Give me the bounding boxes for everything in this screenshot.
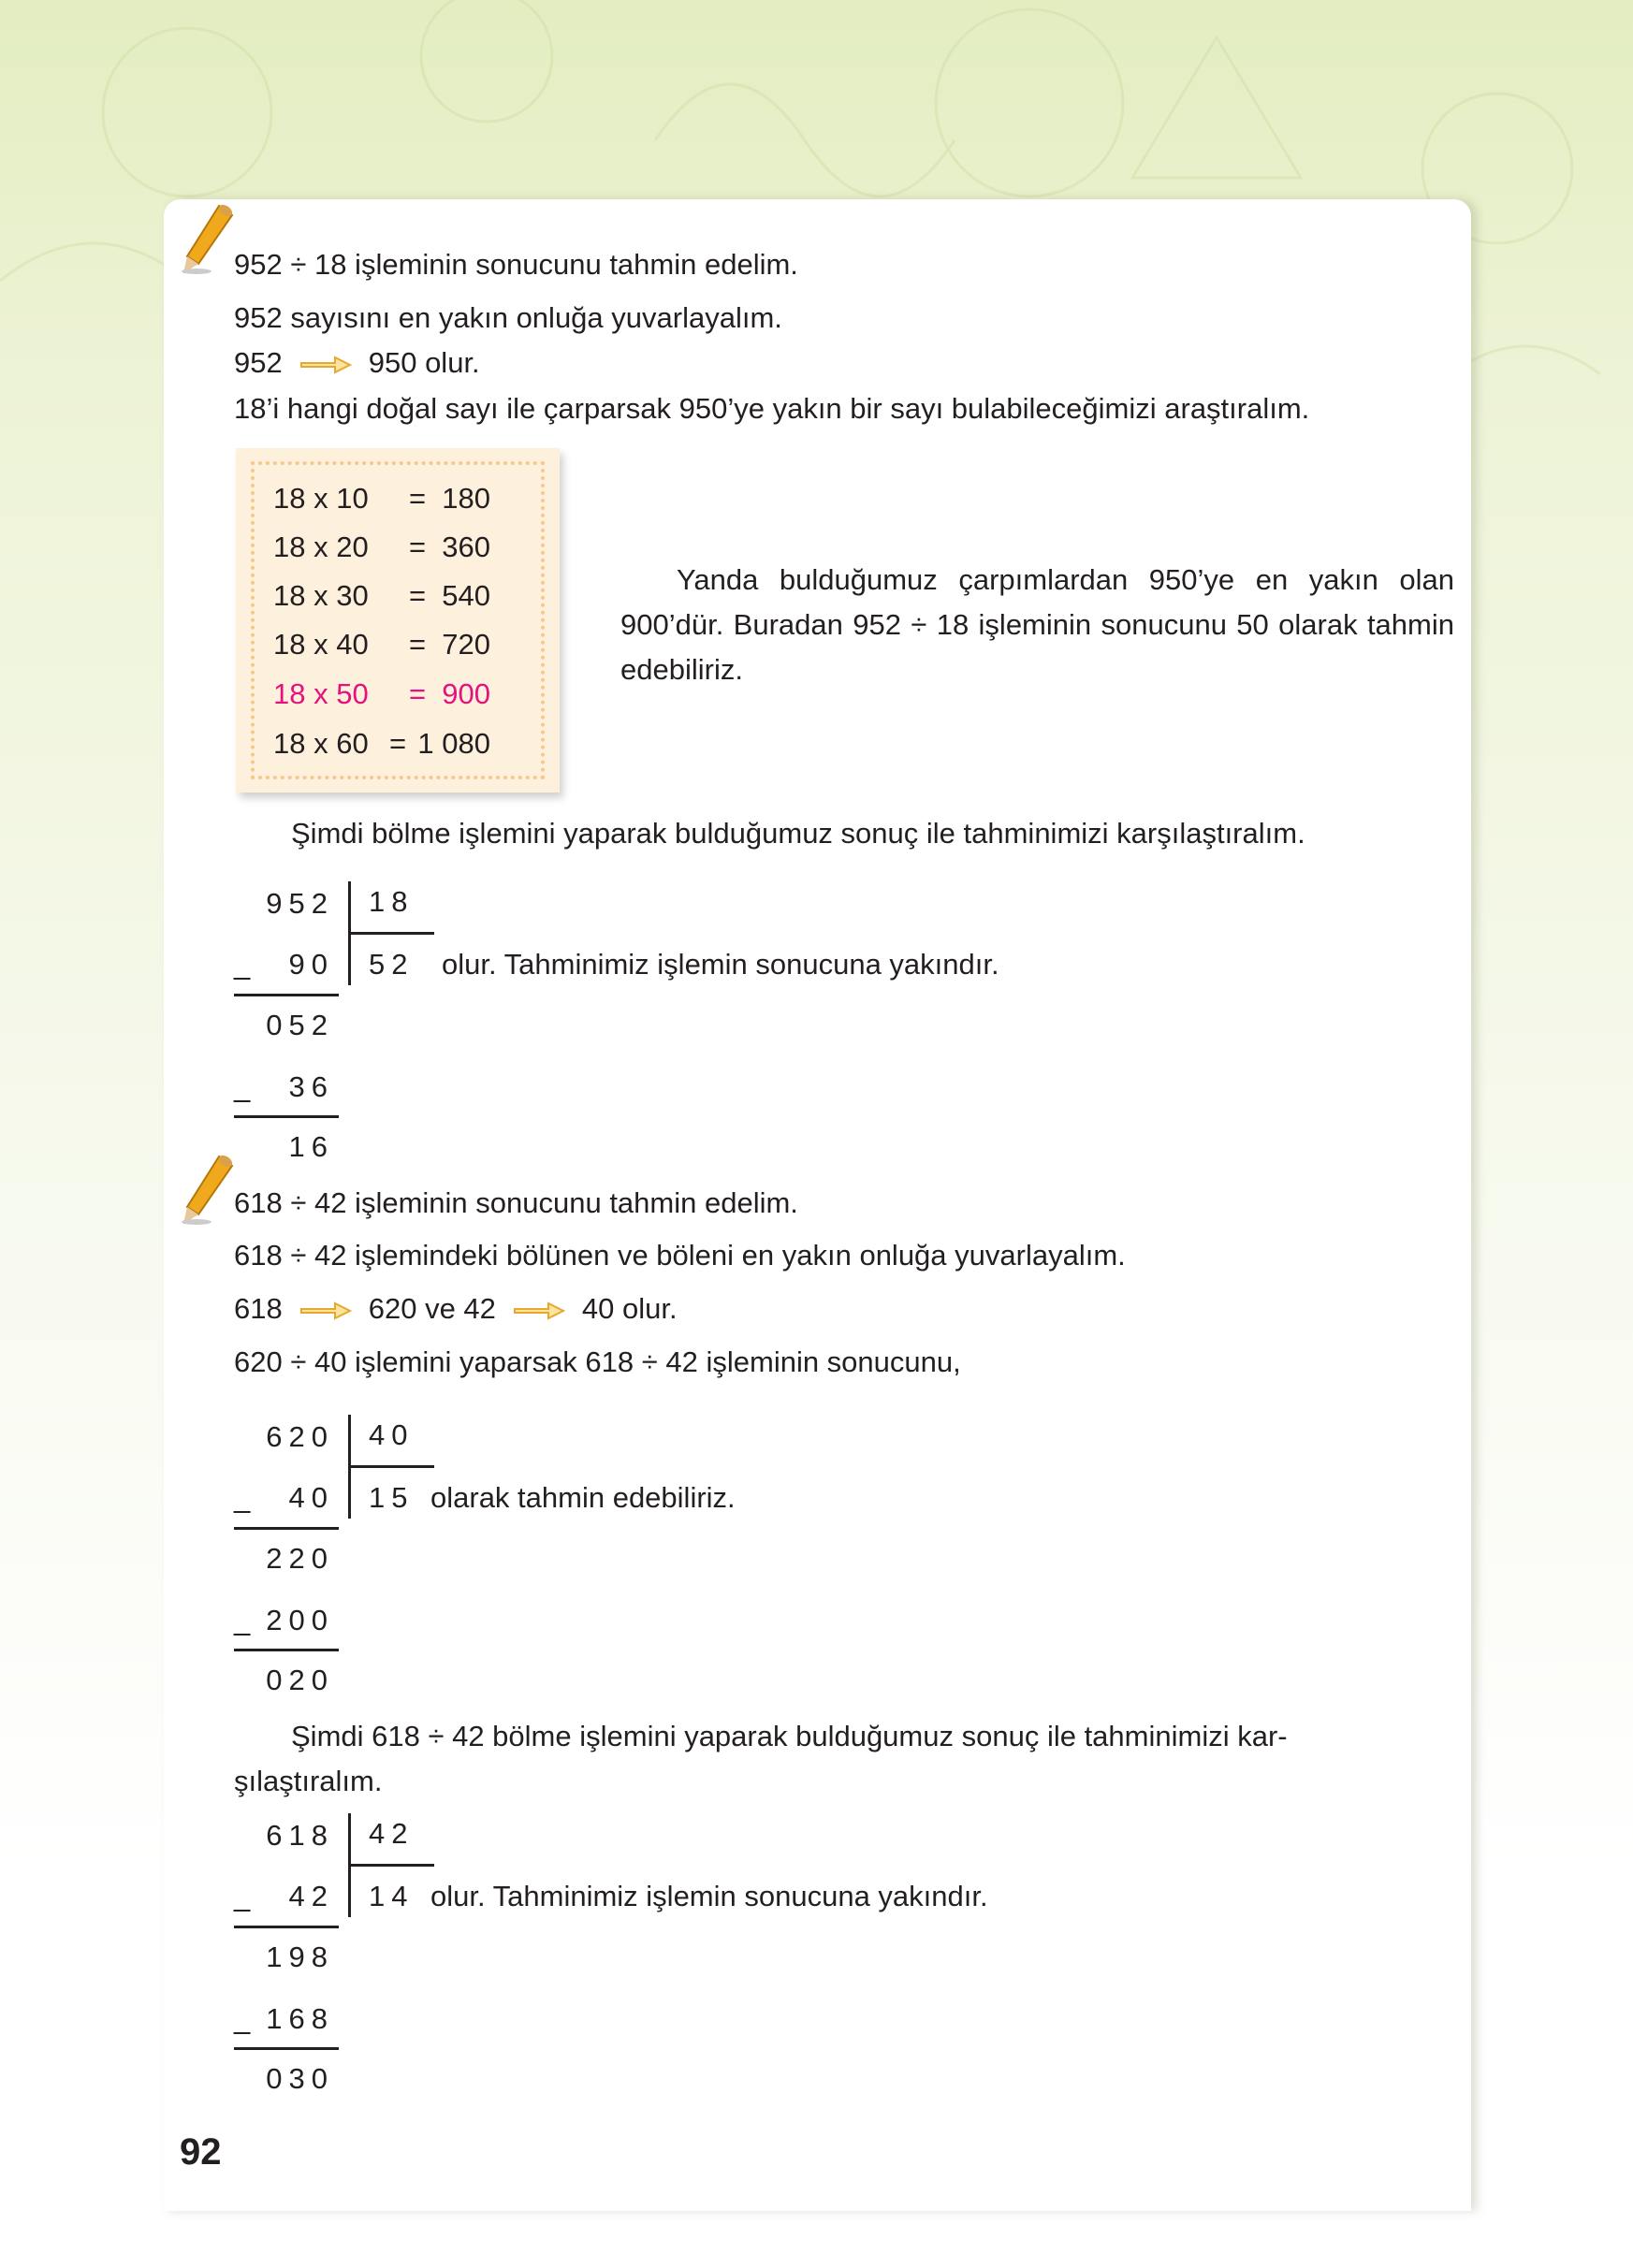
- long-division-618-42: [0, 1819, 1633, 2100]
- eq: =: [409, 531, 427, 563]
- eq: =: [409, 482, 427, 515]
- multiplication-table: [236, 448, 560, 792]
- subtrahend: 42: [288, 1880, 334, 1912]
- subtrahend: 200: [266, 1604, 334, 1636]
- minus-sign: _: [234, 948, 257, 981]
- round-from: 952: [234, 346, 283, 379]
- result: 900: [442, 677, 490, 710]
- section1-question: 18’i hangi doğal sayı ile çarparsak 950’ye yakın bir sayı bulabileceğimizi araştıralım.: [234, 392, 1310, 425]
- remainder: 052: [266, 1009, 334, 1041]
- quotient: 52: [369, 948, 415, 981]
- divisor: 40: [369, 1418, 415, 1451]
- section1-round-instruction: 952 sayısını en yakın onluğa yuvarlayalım.: [234, 301, 782, 334]
- expr: 18 x 50: [273, 677, 369, 710]
- expr: 18 x 10: [273, 482, 369, 515]
- section2-heading: 618 ÷ 42 işleminin sonucunu tahmin edelim.: [234, 1186, 798, 1219]
- pencil-icon: [178, 202, 238, 275]
- round-from: 618: [234, 1292, 283, 1325]
- subtrahend: 90: [288, 948, 334, 981]
- round-to: 40 olur.: [581, 1292, 678, 1325]
- dividend: 620: [266, 1420, 334, 1453]
- section1-heading: 952 ÷ 18 işleminin sonucunu tahmin edelim.: [234, 248, 798, 281]
- round-to: 620 ve 42: [368, 1292, 496, 1325]
- section1-explanation: Yanda bulduğumuz çarpımlardan 950’ye en yakın olan 900’dür. Buradan 952 ÷ 18 işleminin sonucunu 50 olarak tahmin edebiliriz.: [620, 563, 1454, 686]
- dividend: 952: [266, 887, 334, 920]
- table-row: [273, 482, 498, 516]
- division-note: olur. Tahminimiz işlemin sonucuna yakındır.: [430, 1880, 988, 1912]
- remainder: 030: [266, 2062, 334, 2095]
- section2-compare-line2: şılaştıralım.: [234, 1765, 383, 1797]
- section2-compare-line1: Şimdi 618 ÷ 42 bölme işlemini yaparak bulduğumuz sonuç ile tahminimizi kar-: [291, 1720, 1288, 1752]
- section1-compare: Şimdi bölme işlemini yaparak bulduğumuz sonuç ile tahminimizi karşılaştıralım.: [291, 817, 1305, 850]
- result: 180: [442, 482, 490, 515]
- pencil-icon: [178, 1153, 238, 1226]
- subtrahend: 40: [288, 1481, 334, 1514]
- subtraction-line: [234, 1527, 339, 1530]
- eq: =: [409, 579, 427, 612]
- minus-sign: _: [234, 1604, 257, 1636]
- minus-sign: _: [234, 1070, 257, 1103]
- division-note: olur. Tahminimiz işlemin sonucuna yakındır.: [442, 948, 999, 981]
- division-note: olarak tahmin edebiliriz.: [430, 1481, 736, 1514]
- arrow-right-icon: [299, 355, 352, 375]
- result: 720: [442, 628, 490, 661]
- eq: =: [409, 628, 427, 661]
- page-number: 92: [180, 2131, 222, 2173]
- subtraction-line: [234, 1649, 339, 1651]
- minus-sign: _: [234, 1481, 257, 1514]
- arrow-right-icon: [299, 1301, 352, 1321]
- table-row: [273, 628, 498, 662]
- section2-rounding: [234, 1292, 678, 1326]
- subtraction-line: [234, 1926, 339, 1928]
- subtrahend: 168: [266, 2002, 334, 2035]
- expr: 18 x 60: [273, 727, 369, 760]
- subtraction-line: [234, 1115, 339, 1118]
- eq: =: [389, 727, 407, 760]
- divisor-line: [348, 1864, 434, 1867]
- remainder: 198: [266, 1941, 334, 1973]
- table-row: [273, 531, 498, 564]
- round-to: 950 olur.: [368, 346, 480, 379]
- result: 360: [442, 531, 490, 563]
- eq: =: [409, 677, 427, 710]
- long-division-620-40: [0, 1420, 1633, 1701]
- subtrahend: 36: [288, 1070, 334, 1103]
- expr: 18 x 20: [273, 531, 369, 563]
- minus-sign: _: [234, 2002, 257, 2035]
- section1-rounding: [234, 346, 480, 380]
- result: 1 080: [417, 727, 490, 760]
- divisor-line: [348, 1465, 434, 1468]
- remainder: 16: [288, 1130, 334, 1163]
- quotient: 15: [369, 1481, 415, 1514]
- result: 540: [442, 579, 490, 612]
- arrow-right-icon: [513, 1301, 565, 1321]
- expr: 18 x 40: [273, 628, 369, 661]
- table-row: [273, 727, 498, 761]
- dividend: 618: [266, 1819, 334, 1852]
- subtraction-line: [234, 994, 339, 996]
- minus-sign: _: [234, 1880, 257, 1912]
- remainder: 220: [266, 1542, 334, 1575]
- table-row-highlighted: [273, 677, 498, 711]
- long-division-952-18: [0, 887, 1633, 1168]
- section2-round-instruction: 618 ÷ 42 işlemindeki bölünen ve böleni en yakın onluğa yuvarlayalım.: [234, 1239, 1126, 1272]
- divisor: 42: [369, 1817, 415, 1850]
- subtraction-line: [234, 2047, 339, 2050]
- expr: 18 x 30: [273, 579, 369, 612]
- quotient: 14: [369, 1880, 415, 1912]
- table-row: [273, 579, 498, 613]
- remainder: 020: [266, 1664, 334, 1696]
- section2-estimate-intro: 620 ÷ 40 işlemini yaparsak 618 ÷ 42 işleminin sonucunu,: [234, 1345, 961, 1378]
- divisor-line: [348, 932, 434, 935]
- divisor: 18: [369, 885, 415, 918]
